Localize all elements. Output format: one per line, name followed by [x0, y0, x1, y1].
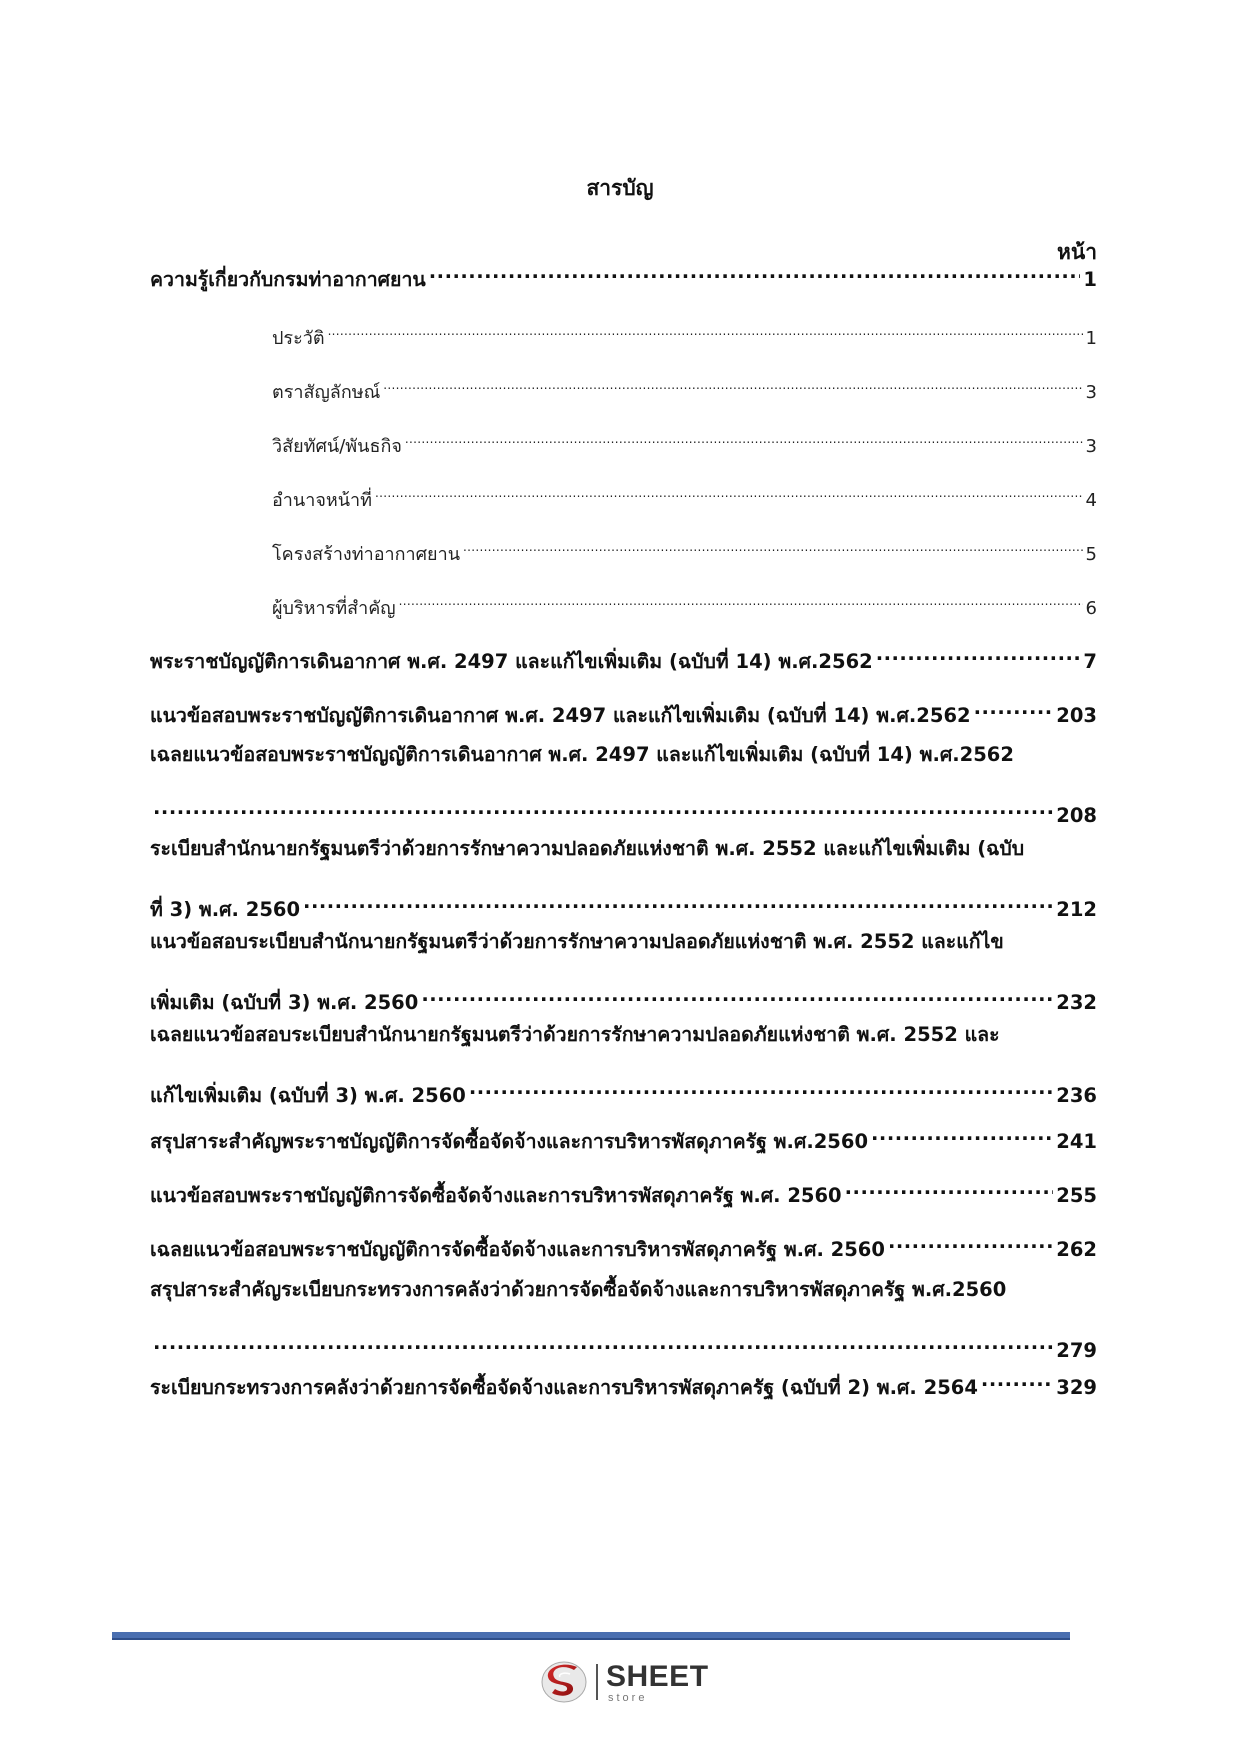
toc-entry[interactable] — [272, 584, 1097, 619]
toc-page-number: 241 — [1056, 1130, 1097, 1153]
toc-page-number: 3 — [1085, 436, 1097, 457]
toc-page-number: 262 — [1056, 1238, 1097, 1261]
logo-separator — [596, 1664, 598, 1700]
toc-entry-line — [272, 584, 1097, 619]
sheet-store-logo — [540, 1658, 720, 1706]
toc-entry-title: เฉลยแนวข้อสอบระเบียบสำนักนายกรัฐมนตรีว่าด้วยการรักษาความปลอดภัยแห่งชาติ พ.ศ. 2552 และ — [150, 1023, 1000, 1046]
dot-leader — [303, 886, 1053, 916]
dot-leader — [383, 368, 1082, 398]
toc-entry-line — [150, 1072, 1097, 1107]
toc-entry-title: สรุปสาระสำคัญระเบียบกระทรวงการคลังว่าด้วยการจัดซื้อจัดจ้างและการบริหารพัสดุภาครัฐ พ.ศ.2560 — [150, 1278, 1007, 1301]
toc-entry-line — [150, 979, 1097, 1014]
toc-page-number: 6 — [1085, 598, 1097, 619]
toc-page-number: 255 — [1056, 1184, 1097, 1207]
toc-page-number: 279 — [1056, 1339, 1097, 1362]
toc-entry-title: ระเบียบสำนักนายกรัฐมนตรีว่าด้วยการรักษาความปลอดภัยแห่งชาติ พ.ศ. 2552 และแก้ไขเพิ่มเติม (ฉบับ — [150, 837, 1025, 860]
toc-entry[interactable] — [150, 834, 1097, 921]
dot-leader — [153, 792, 1053, 822]
toc-entry[interactable] — [150, 1275, 1097, 1362]
toc-page-number: 232 — [1056, 991, 1097, 1014]
toc-entry-line — [150, 256, 1097, 291]
toc-entry[interactable] — [150, 1364, 1097, 1399]
dot-leader — [469, 1072, 1053, 1102]
dot-leader — [375, 476, 1083, 506]
dot-leader — [974, 692, 1054, 722]
toc-entry[interactable] — [150, 638, 1097, 673]
toc-entry-line — [150, 692, 1097, 727]
page-column-label: หน้า — [1057, 240, 1097, 264]
toc-entry[interactable] — [150, 740, 1097, 827]
toc-entry-title: พระราชบัญญัติการเดินอากาศ พ.ศ. 2497 และแก้ไขเพิ่มเติม (ฉบับที่ 14) พ.ศ.2562 — [150, 650, 873, 673]
toc-page-number: 4 — [1085, 490, 1097, 511]
toc-entry[interactable] — [150, 1172, 1097, 1207]
toc-entry-line — [150, 1275, 1097, 1305]
toc-entry[interactable] — [150, 1118, 1097, 1153]
toc-entry-line — [272, 476, 1097, 511]
toc-entry[interactable] — [150, 256, 1097, 291]
toc-page-number: 1 — [1085, 328, 1097, 349]
dot-leader — [429, 256, 1081, 286]
toc-entry-line — [150, 792, 1097, 827]
toc-entry-line — [150, 1226, 1097, 1261]
toc-entry-line — [150, 1327, 1097, 1362]
toc-entry[interactable] — [272, 368, 1097, 403]
toc-page-number: 1 — [1083, 268, 1097, 291]
toc-entry-title: ตราสัญลักษณ์ — [272, 382, 381, 403]
brand-subtitle: store — [608, 1692, 648, 1704]
toc-entry-title: แนวข้อสอบพระราชบัญญัติการเดินอากาศ พ.ศ. 2497 และแก้ไขเพิ่มเติม (ฉบับที่ 14) พ.ศ.2562 — [150, 704, 971, 727]
toc-entry-title: แก้ไขเพิ่มเติม (ฉบับที่ 3) พ.ศ. 2560 — [150, 1084, 466, 1107]
toc-entry[interactable] — [150, 692, 1097, 727]
toc-entry-title: ระเบียบกระทรวงการคลังว่าด้วยการจัดซื้อจัดจ้างและการบริหารพัสดุภาครัฐ (ฉบับที่ 2) พ.ศ. 2564 — [150, 1376, 978, 1399]
page-title: สารบัญ — [586, 176, 654, 200]
toc-entry[interactable] — [150, 927, 1097, 1014]
sheet-store-s-icon — [540, 1658, 588, 1706]
toc-entry-title: ประวัติ — [272, 328, 325, 349]
toc-page-number: 329 — [1056, 1376, 1097, 1399]
toc-entry-line — [150, 1172, 1097, 1207]
toc-entry[interactable] — [272, 476, 1097, 511]
footer-rule — [112, 1632, 1070, 1640]
toc-entry-line — [150, 834, 1097, 864]
toc-page-number: 236 — [1056, 1084, 1097, 1107]
toc-entry-line — [150, 740, 1097, 770]
toc-page-number: 203 — [1056, 704, 1097, 727]
toc-entry-line — [272, 422, 1097, 457]
dot-leader — [153, 1327, 1053, 1357]
dot-leader — [845, 1172, 1054, 1202]
dot-leader — [888, 1226, 1053, 1256]
toc-entry[interactable] — [272, 422, 1097, 457]
toc-entry-title: โครงสร้างท่าอากาศยาน — [272, 544, 460, 565]
toc-entry-line — [272, 314, 1097, 349]
toc-entry-title: ความรู้เกี่ยวกับกรมท่าอากาศยาน — [150, 268, 426, 291]
toc-entry-line — [272, 368, 1097, 403]
toc-entry-title: อำนาจหน้าที่ — [272, 490, 373, 511]
toc-page-number: 3 — [1085, 382, 1097, 403]
toc-entry-title: สรุปสาระสำคัญพระราชบัญญัติการจัดซื้อจัดจ้างและการบริหารพัสดุภาครัฐ พ.ศ.2560 — [150, 1130, 869, 1153]
toc-entry[interactable] — [272, 530, 1097, 565]
dot-leader — [399, 584, 1083, 614]
toc-entry-line — [150, 638, 1097, 673]
toc-entry-title: ผู้บริหารที่สำคัญ — [272, 598, 396, 619]
dot-leader — [981, 1364, 1053, 1394]
toc-entry-line — [150, 1364, 1097, 1399]
toc-page-number: 5 — [1085, 544, 1097, 565]
toc-page-number: 208 — [1056, 804, 1097, 827]
toc-entry-line — [150, 886, 1097, 921]
dot-leader — [871, 1118, 1053, 1148]
toc-entry-line — [150, 927, 1097, 957]
toc-entry-title: แนวข้อสอบระเบียบสำนักนายกรัฐมนตรีว่าด้วยการรักษาความปลอดภัยแห่งชาติ พ.ศ. 2552 และแก้ไข — [150, 930, 1004, 953]
dot-leader — [421, 979, 1053, 1009]
dot-leader — [328, 314, 1083, 344]
toc-entry-title: ที่ 3) พ.ศ. 2560 — [150, 898, 301, 921]
toc-page-number: 7 — [1083, 650, 1097, 673]
toc-entry-line — [272, 530, 1097, 565]
toc-entry-line — [150, 1118, 1097, 1153]
brand-name: SHEET — [606, 1660, 709, 1693]
toc-entry-line — [150, 1020, 1097, 1050]
toc-page-number: 212 — [1056, 898, 1097, 921]
toc-entry[interactable] — [272, 314, 1097, 349]
dot-leader — [876, 638, 1081, 668]
toc-entry-title: แนวข้อสอบพระราชบัญญัติการจัดซื้อจัดจ้างและการบริหารพัสดุภาครัฐ พ.ศ. 2560 — [150, 1184, 842, 1207]
toc-entry-title: เฉลยแนวข้อสอบพระราชบัญญัติการเดินอากาศ พ.ศ. 2497 และแก้ไขเพิ่มเติม (ฉบับที่ 14) พ.ศ.2562 — [150, 743, 1014, 766]
dot-leader — [463, 530, 1083, 560]
toc-entry[interactable] — [150, 1226, 1097, 1261]
toc-entry-title: วิสัยทัศน์/พันธกิจ — [272, 436, 402, 457]
toc-entry-title: เฉลยแนวข้อสอบพระราชบัญญัติการจัดซื้อจัดจ้างและการบริหารพัสดุภาครัฐ พ.ศ. 2560 — [150, 1238, 885, 1261]
toc-entry-title: เพิ่มเติม (ฉบับที่ 3) พ.ศ. 2560 — [150, 991, 419, 1014]
toc-entry[interactable] — [150, 1020, 1097, 1107]
dot-leader — [405, 422, 1083, 452]
